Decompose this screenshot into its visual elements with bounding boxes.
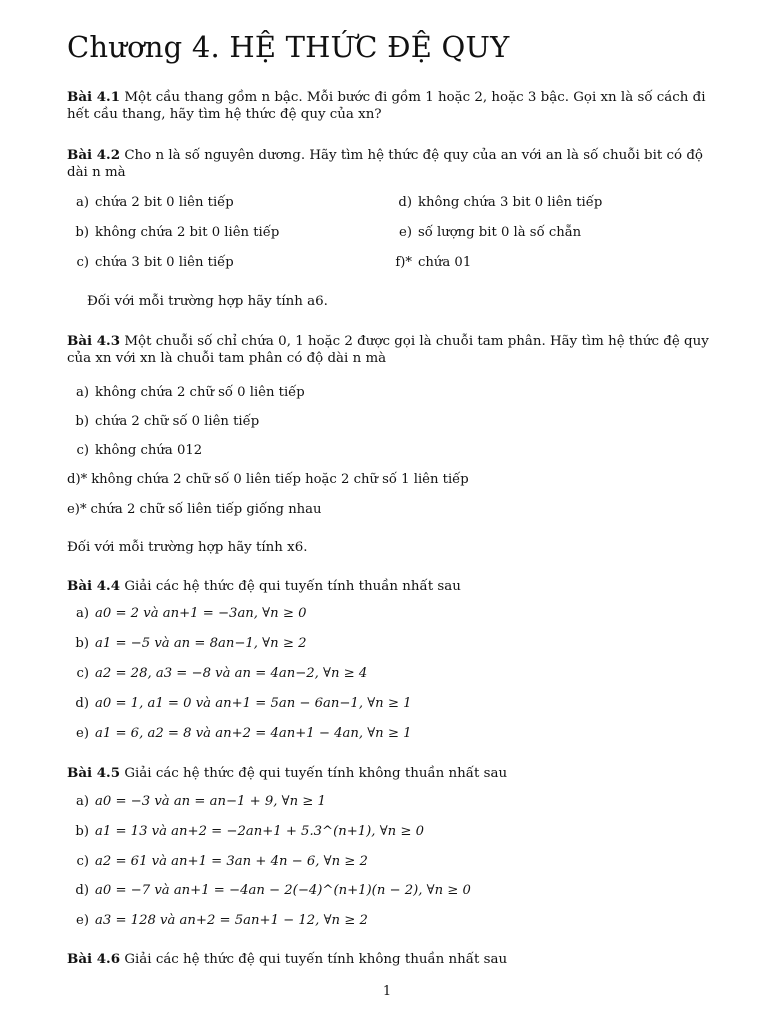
exercise-4-2-note: Đối với mỗi trường hợp hãy tính a6. bbox=[87, 294, 328, 309]
list-item: a) a0 = 2 và an+1 = −3an, ∀n ≥ 0 bbox=[75, 606, 307, 621]
exercise-4-5-line bbox=[67, 764, 507, 783]
list-item: b) a1 = 13 và an+2 = −2an+1 + 5.3^(n+1), ∀n ≥ 0 bbox=[75, 824, 424, 839]
chapter-title: Chương 4. HỆ THỨC ĐỆ QUY bbox=[67, 30, 510, 64]
document-page bbox=[67, 0, 707, 1024]
exercise-4-1-line-1 bbox=[67, 88, 706, 107]
exercise-4-2-text-1: Cho n là số nguyên dương. Hãy tìm hệ thức đệ quy của an với an là số chuỗi bit có độ bbox=[124, 148, 703, 163]
list-item: a) không chứa 2 chữ số 0 liên tiếp bbox=[75, 385, 305, 400]
exercise-4-5-label: Bài 4.5 bbox=[67, 765, 121, 781]
list-item: d) a0 = −7 và an+1 = −4an − 2(−4)^(n+1)(n − 2), ∀n ≥ 0 bbox=[75, 883, 471, 898]
exercise-4-6-line bbox=[67, 950, 507, 969]
exercise-4-5-text: Giải các hệ thức đệ qui tuyến tính không thuần nhất sau bbox=[124, 766, 508, 781]
exercise-4-4-text: Giải các hệ thức đệ qui tuyến tính thuần nhất sau bbox=[124, 579, 461, 594]
exercise-4-1-text-1: Một cầu thang gồm n bậc. Mỗi bước đi gồm 1 hoặc 2, hoặc 3 bậc. Gọi xn là số cách đi bbox=[124, 90, 706, 105]
exercise-4-3-text-2: của xn với xn là chuỗi tam phân có độ dài n mà bbox=[67, 351, 387, 366]
exercise-4-6-label: Bài 4.6 bbox=[67, 951, 121, 967]
list-item: b) a1 = −5 và an = 8an−1, ∀n ≥ 2 bbox=[75, 636, 307, 651]
exercise-4-1-label: Bài 4.1 bbox=[67, 89, 121, 105]
list-item: d)* không chứa 2 chữ số 0 liên tiếp hoặc 2 chữ số 1 liên tiếp bbox=[67, 472, 469, 487]
exercise-4-3-note: Đối với mỗi trường hợp hãy tính x6. bbox=[67, 540, 308, 555]
list-item: d) không chứa 3 bit 0 liên tiếp bbox=[398, 195, 603, 210]
list-item: b) chứa 2 chữ số 0 liên tiếp bbox=[75, 414, 260, 429]
exercise-4-2-line-1 bbox=[67, 146, 703, 165]
list-item: e) a1 = 6, a2 = 8 và an+2 = 4an+1 − 4an, ∀n ≥ 1 bbox=[76, 726, 412, 741]
list-item: c) a2 = 28, a3 = −8 và an = 4an−2, ∀n ≥ 4 bbox=[76, 666, 368, 681]
exercise-4-4-line bbox=[67, 577, 461, 596]
list-item: d) a0 = 1, a1 = 0 và an+1 = 5an − 6an−1, ∀n ≥ 1 bbox=[75, 696, 412, 711]
list-item: c) a2 = 61 và an+1 = 3an + 4n − 6, ∀n ≥ 2 bbox=[76, 854, 368, 869]
exercise-4-3-line-1 bbox=[67, 332, 709, 351]
list-item: e) số lượng bit 0 là số chẵn bbox=[399, 225, 582, 240]
list-item: e) a3 = 128 và an+2 = 5an+1 − 12, ∀n ≥ 2 bbox=[76, 913, 368, 928]
list-item: b) không chứa 2 bit 0 liên tiếp bbox=[75, 225, 280, 240]
exercise-4-2-text-2: dài n mà bbox=[67, 165, 126, 180]
exercise-4-4-label: Bài 4.4 bbox=[67, 578, 121, 594]
page-number: 1 bbox=[382, 984, 392, 999]
list-item: e)* chứa 2 chữ số liên tiếp giống nhau bbox=[67, 502, 322, 517]
list-item: a) a0 = −3 và an = an−1 + 9, ∀n ≥ 1 bbox=[75, 794, 326, 809]
exercise-4-6-text: Giải các hệ thức đệ qui tuyến tính không thuần nhất sau bbox=[124, 952, 508, 967]
list-item: a) chứa 2 bit 0 liên tiếp bbox=[75, 195, 234, 210]
exercise-4-2-label: Bài 4.2 bbox=[67, 147, 121, 163]
list-item: c) chứa 3 bit 0 liên tiếp bbox=[76, 255, 234, 270]
exercise-4-1-text-2: hết cầu thang, hãy tìm hệ thức đệ quy của xn? bbox=[67, 107, 382, 122]
list-item: c) không chứa 012 bbox=[76, 443, 203, 458]
exercise-4-3-label: Bài 4.3 bbox=[67, 333, 121, 349]
exercise-4-3-text-1: Một chuỗi số chỉ chứa 0, 1 hoặc 2 được gọi là chuỗi tam phân. Hãy tìm hệ thức đệ quy bbox=[124, 334, 709, 349]
list-item: f)* chứa 01 bbox=[395, 255, 472, 270]
